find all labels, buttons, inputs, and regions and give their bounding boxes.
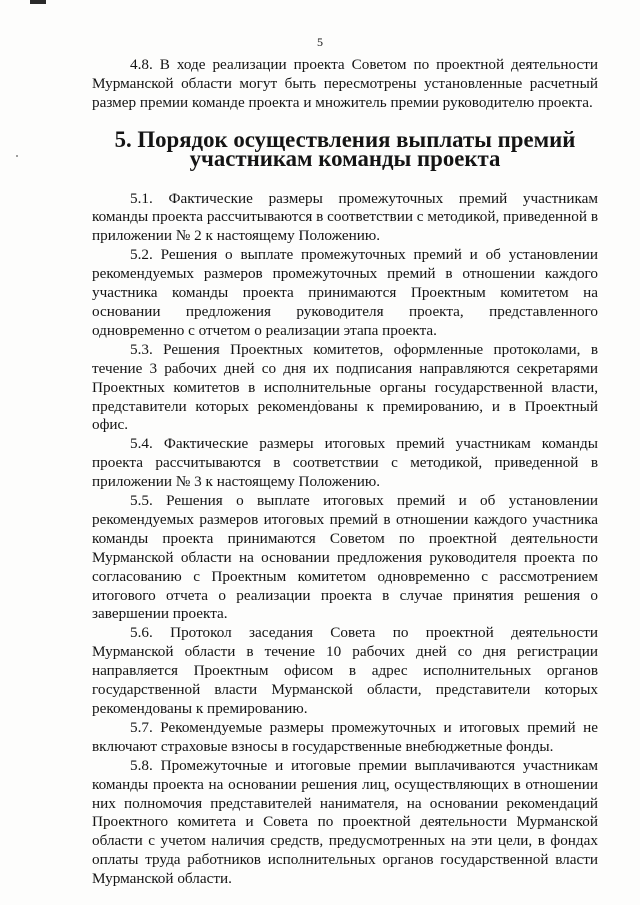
paragraph-5-3: 5.3. Решения Проектных комитетов, оформленные протоколами, в течение 3 рабочих дней со дня их подписания направляются секретарями Проектных комитетов в исполнительные органы государственной власти, представители которых рекомендованы к премированию, и в Проектный офис. — [92, 340, 598, 434]
page-number: 5 — [317, 35, 323, 49]
scan-artifact-dot — [16, 155, 18, 157]
scan-artifact-mark — [30, 0, 46, 4]
paragraph-4-8: 4.8. В ходе реализации проекта Советом по проектной деятельности Мурманской области могут быть пересмотрены установленные расчетный размер премии команде проекта и множитель премии руководителю проекта. — [92, 56, 598, 111]
paragraph-5-5: 5.5. Решения о выплате итоговых премий и об установлении рекомендуемых размеров итоговых премий в отношении каждого участника команды проекта принимаются Советом по проектной деятельности Мурманской области на основании предложения руководителя проекта по согласованию с Проектным комитетом одновременно с рассмотрением итогового отчета о реализации проекта в случае принятия решения о завершении проекта. — [92, 492, 598, 623]
paragraph-5-7: 5.7. Рекомендуемые размеры промежуточных и итоговых премий не включают страховые взносы в государственные внебюджетные фонды. — [92, 718, 598, 755]
paragraph-5-1: 5.1. Фактические размеры промежуточных премий участникам команды проекта рассчитываются в соответствии с методикой, приведенной в приложении № 2 к настоящему Положению. — [92, 189, 598, 245]
section-heading-5: 5. Порядок осуществления выплаты премий участникам команды проекта — [114, 126, 576, 171]
document-body — [92, 56, 598, 889]
paragraph-5-8: 5.8. Промежуточные и итоговые премии выплачиваются участникам команды проекта на основании решения лиц, осуществляющих в отношении них полномочия представителей нанимателя, на основании рекомендаций Проектного комитета и Совета по проектной деятельности Мурманской области с учетом наличия средств, предусмотренных на эти цели, в фондах оплаты труда работников исполнительных органов государственной власти Мурманской области. — [92, 756, 598, 888]
paragraph-5-2: 5.2. Решения о выплате промежуточных премий и об установлении рекомендуемых размеров промежуточных премий в отношении каждого участника команды проекта принимаются Проектным комитетом на основании предложения руководителя проекта, представленного одновременно с отчетом о реализации этапа проекта. — [92, 246, 598, 339]
paragraph-5-4: 5.4. Фактические размеры итоговых премий участникам команды проекта рассчитываются в соответствии с методикой, приведенной в приложении № 3 к настоящему Положению. — [92, 435, 598, 491]
paragraph-5-6: 5.6. Протокол заседания Совета по проектной деятельности Мурманской области в течение 10 рабочих дней со дня регистрации направляется Проектным офисом в адрес исполнительных органов государственной власти Мурманской области, представители которых рекомендованы к премированию. — [92, 624, 598, 717]
